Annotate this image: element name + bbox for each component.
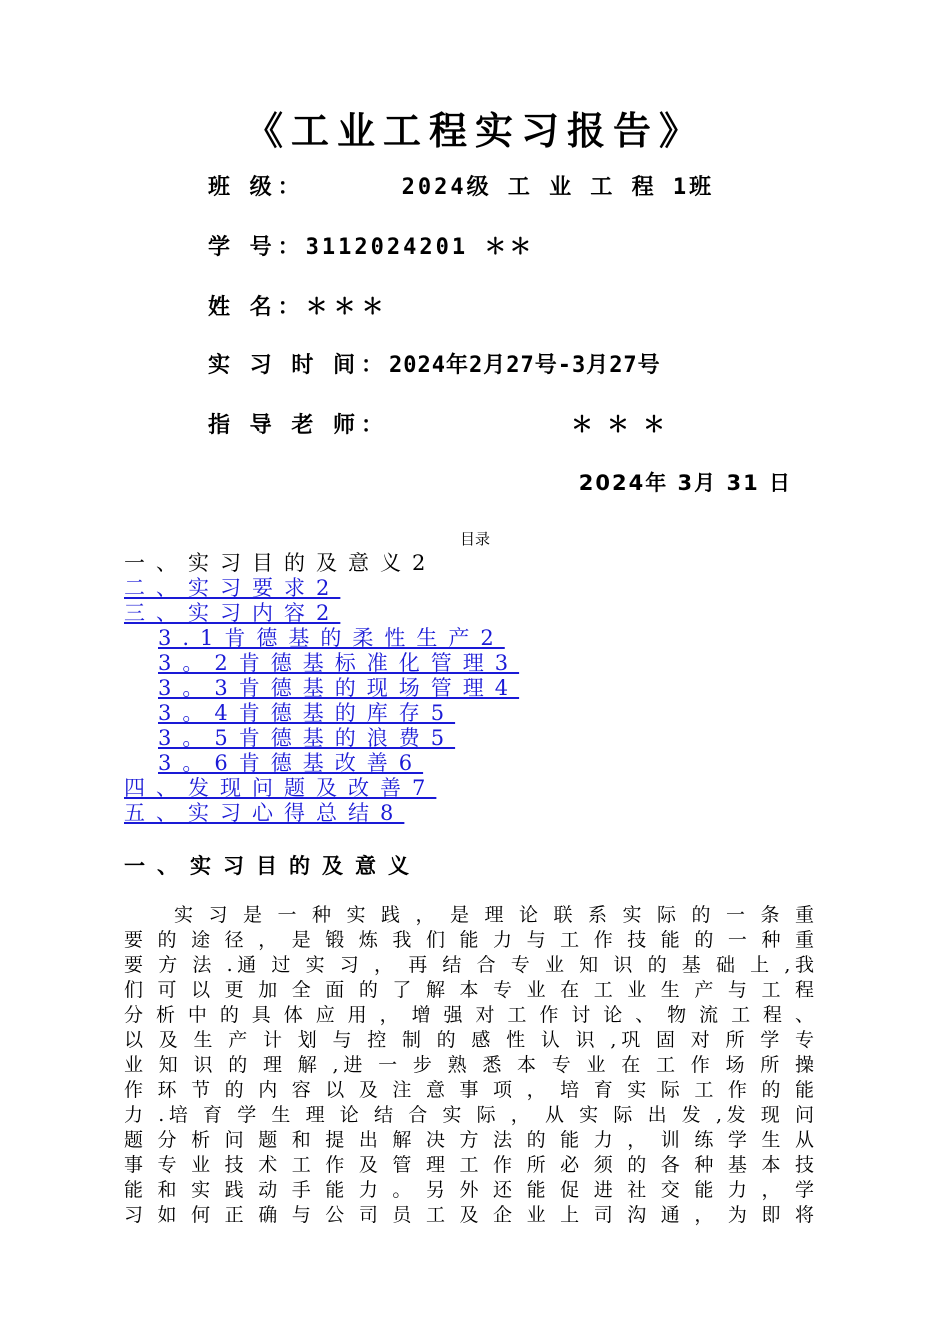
- period-value: 2024年2月27号-3月27号: [388, 353, 661, 378]
- body-line: 力 .培 育 学 生 理 论 结 合 实 际 ， 从 实 际 出 发 ,发 现 问: [124, 1104, 814, 1126]
- body-line: 要 的 途 径 ， 是 锻 炼 我 们 能 力 与 工 作 技 能 的 一 种 重: [124, 929, 814, 951]
- body-line: 能 和 实 践 动 手 能 力 。 另 外 还 能 促 进 社 交 能 力 ， 学: [124, 1179, 814, 1201]
- body-line: 们 可 以 更 加 全 面 的 了 解 本 专 业 在 工 业 生 产 与 工 程: [124, 979, 814, 1001]
- toc-item[interactable]: 3.1肯德基的柔性生产2: [158, 626, 505, 650]
- toc-title: 目录: [459, 530, 490, 548]
- toc-item[interactable]: 3。6肯德基改善6: [158, 751, 424, 775]
- name-label: 姓 名：＊＊＊: [208, 295, 390, 320]
- class-field: [208, 170, 714, 201]
- section-body: [124, 903, 814, 1228]
- body-line: 实 习 是 一 种 实 践 ， 是 理 论 联 系 实 际 的 一 条 重: [174, 904, 814, 926]
- period-label: 实 习 时 间：: [208, 353, 389, 378]
- toc-item[interactable]: 3。3肯德基的现场管理4: [158, 676, 520, 700]
- body-line: 作 环 节 的 内 容 以 及 注 意 事 项 ， 培 育 实 际 工 作 的 能: [124, 1079, 814, 1101]
- toc-item[interactable]: 四、发现问题及改善7: [124, 776, 437, 800]
- body-line: 题 分 析 问 题 和 提 出 解 决 方 法 的 能 力 ， 训 练 学 生 从: [124, 1129, 814, 1151]
- teacher-value: ＊＊＊: [570, 413, 679, 438]
- toc-item[interactable]: 二、实习要求2: [124, 576, 341, 600]
- period-field: [208, 348, 661, 379]
- teacher-label: 指 导 老 师：: [208, 413, 389, 438]
- table-of-contents: [124, 551, 844, 826]
- body-line: 以 及 生 产 计 划 与 控 制 的 感 性 认 识 ,巩 固 对 所 学 专: [124, 1029, 814, 1051]
- section-heading: 一、实习目的及意义: [124, 854, 421, 878]
- student-id-field: [208, 230, 534, 261]
- body-line: 要 方 法 .通 过 实 习 ， 再 结 合 专 业 知 识 的 基 础 上 ,我: [124, 954, 814, 976]
- teacher-field: [208, 408, 679, 439]
- toc-item[interactable]: 3。2肯德基标准化管理3: [158, 651, 520, 675]
- name-field: [208, 290, 390, 321]
- body-line: 分 析 中 的 具 体 应 用 ， 增 强 对 工 作 讨 论 、 物 流 工 程 、: [124, 1004, 814, 1026]
- toc-item: 一、实习目的及意义2: [124, 551, 437, 575]
- report-title: 《工业工程实习报告》: [244, 109, 705, 153]
- class-value: 2024级 工 业 工 程 1班: [401, 175, 715, 200]
- body-line: 事 专 业 技 术 工 作 及 管 理 工 作 所 必 须 的 各 种 基 本 技: [124, 1154, 814, 1176]
- toc-item[interactable]: 五、实习心得总结8: [124, 801, 405, 825]
- body-line: 业 知 识 的 理 解 ,进 一 步 熟 悉 本 专 业 在 工 作 场 所 操: [124, 1054, 814, 1076]
- student-id-value: 3112024201 ＊＊: [305, 235, 535, 260]
- student-id-label: 学 号：: [208, 235, 306, 260]
- report-date: 2024年 3月 31 日: [578, 471, 792, 495]
- toc-item[interactable]: 3。4肯德基的库存5: [158, 701, 456, 725]
- class-label: 班 级：: [208, 175, 306, 200]
- body-line: 习 如 何 正 确 与 公 司 员 工 及 企 业 上 司 沟 通 ， 为 即 将: [124, 1204, 814, 1226]
- toc-item[interactable]: 三、实习内容2: [124, 601, 341, 625]
- toc-item[interactable]: 3。5肯德基的浪费5: [158, 726, 456, 750]
